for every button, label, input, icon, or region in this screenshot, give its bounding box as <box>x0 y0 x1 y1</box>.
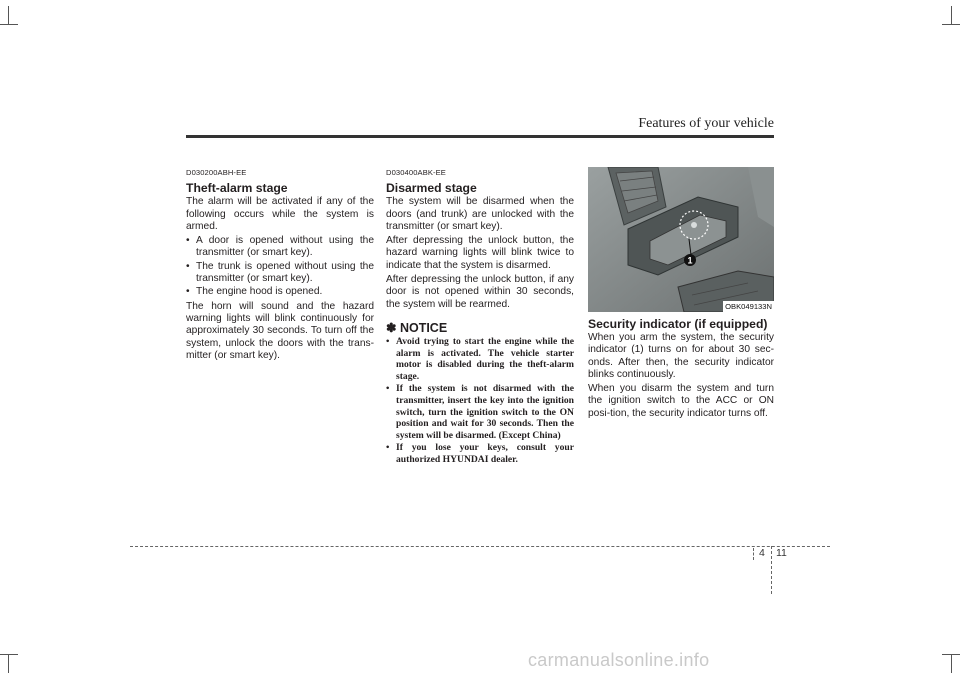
column-security-indicator <box>588 167 774 422</box>
paragraph: The system will be disarmed when the doors (and trunk) are unlocked with the transmitter (or smart key). <box>386 196 574 232</box>
crop-mark <box>942 654 960 655</box>
section-heading: Security indicator (if equipped) <box>588 317 768 331</box>
crop-mark <box>951 6 952 24</box>
callout-number: 1 <box>687 255 693 266</box>
list-item: • The trunk is opened without using the transmitter (or smart key). <box>186 261 374 286</box>
security-indicator-figure <box>588 167 774 312</box>
list-item: • If the system is not disarmed with the transmitter, insert the key into the ignition switch, turn the ignition switch to the ON position and wait for 30 seconds. Then the system will be disarmed. (Except China) <box>386 383 574 441</box>
list-item: • The engine hood is opened. <box>186 286 374 298</box>
page-divider <box>753 548 754 560</box>
column-theft-alarm <box>186 167 374 364</box>
paragraph: After depressing the unlock button, if any door is not opened within 30 seconds, the system will be rearmed. <box>386 274 574 310</box>
page-divider <box>771 546 772 594</box>
figure-code: OBK049133N <box>725 302 772 311</box>
section-heading: Disarmed stage <box>386 181 477 196</box>
paragraph: After depressing the unlock button, the hazard warning lights will blink twice to indicate that the system is disarmed. <box>386 235 574 271</box>
crop-mark <box>0 24 18 25</box>
crop-mark <box>951 655 952 673</box>
section-code: D030200ABH-EE <box>186 168 247 177</box>
footer-rule <box>130 546 830 547</box>
notice-list <box>386 336 574 466</box>
section-code: D030400ABK-EE <box>386 168 446 177</box>
bullet-list <box>186 235 374 298</box>
list-item: • A door is opened without using the transmitter (or smart key). <box>186 235 374 260</box>
door-panel-illustration <box>588 167 774 312</box>
crop-mark <box>942 24 960 25</box>
paragraph: The alarm will be activated if any of the following occurs while the system is armed. <box>186 196 374 232</box>
notice-title: ✽ NOTICE <box>386 320 448 335</box>
header-title: Features of your vehicle <box>638 116 774 131</box>
chapter-number: 4 <box>759 547 765 559</box>
list-item: • If you lose your keys, consult your authorized HYUNDAI dealer. <box>386 442 574 465</box>
header-rule <box>186 135 774 138</box>
crop-mark <box>0 654 18 655</box>
page-number: 11 <box>776 547 787 559</box>
list-item: • Avoid trying to start the engine while the alarm is activated. The vehicle starter motor is disabled during the theft-alarm stage. <box>386 336 574 382</box>
crop-mark <box>8 655 9 673</box>
paragraph: The horn will sound and the hazard warning lights will blink continuously for approximately 30 seconds. To turn off the system, unlock the doors with the trans-mitter (or smart key). <box>186 300 374 361</box>
crop-mark <box>8 6 9 24</box>
column-disarmed <box>386 167 574 468</box>
section-heading: Theft-alarm stage <box>186 181 288 196</box>
watermark: carmanualsonline.info <box>528 650 710 670</box>
paragraph: When you arm the system, the security indicator (1) turns on for about 30 sec-onds. After then, the security indicator blinks continuously. <box>588 332 774 380</box>
paragraph: When you disarm the system and turn the ignition switch to the ACC or ON posi-tion, the security indicator turns off. <box>588 383 774 419</box>
